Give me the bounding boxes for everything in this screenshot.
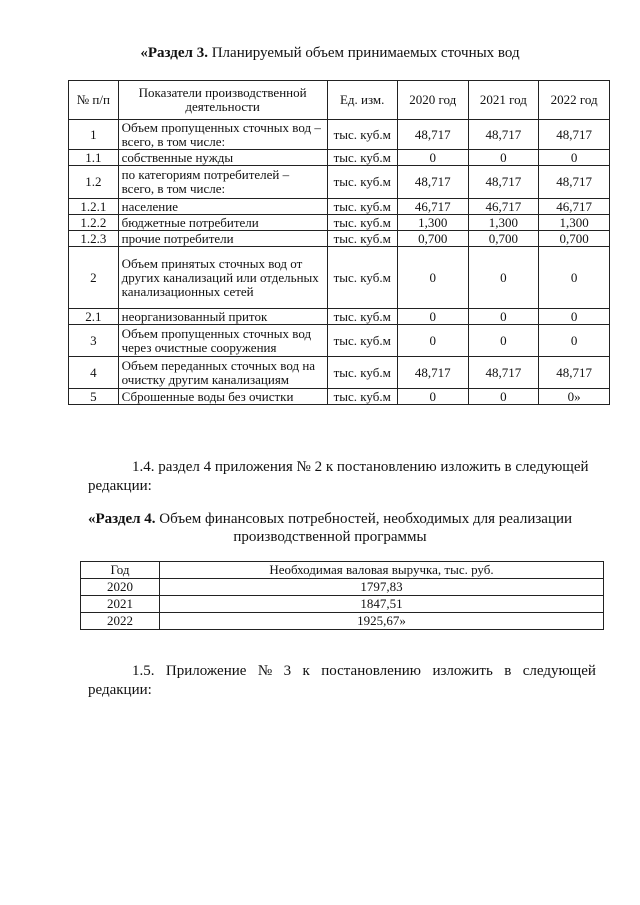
row-num: 1	[69, 120, 119, 150]
row-2021: 48,717	[468, 357, 539, 389]
row-2021: 1,300	[468, 215, 539, 231]
row-unit: тыс. куб.м	[327, 150, 397, 166]
section3-title-bold: «Раздел 3.	[140, 45, 208, 61]
header-2021: 2021 год	[468, 81, 539, 120]
row-unit: тыс. куб.м	[327, 199, 397, 215]
table-row	[69, 247, 610, 309]
row-unit: тыс. куб.м	[327, 309, 397, 325]
word: 1.5.	[132, 663, 155, 679]
row-2020: 0	[397, 389, 468, 405]
section4-title-bold: «Раздел 4.	[87, 511, 156, 527]
header-year: Год	[81, 562, 160, 579]
header-num: № п/п	[69, 81, 119, 120]
row-2021: 0	[468, 389, 539, 405]
section3-title	[60, 44, 600, 62]
row-2022: 46,717	[539, 199, 610, 215]
paragraph-1-4	[88, 458, 596, 496]
row-name: собственные нужды	[118, 150, 327, 166]
row-2022: 48,717	[539, 166, 610, 199]
row-num: 2	[69, 247, 119, 309]
row-2021: 48,717	[468, 166, 539, 199]
table-row	[69, 120, 610, 150]
row-2020: 48,717	[397, 166, 468, 199]
row-name: прочие потребители	[118, 231, 327, 247]
row-name: по категориям потребителей – всего, в том числе:	[118, 166, 327, 199]
row-num: 2.1	[69, 309, 119, 325]
row-2020: 0,700	[397, 231, 468, 247]
row-name: Объем пропущенных сточных вод через очистные сооружения	[118, 325, 327, 357]
row-unit: тыс. куб.м	[327, 215, 397, 231]
word: 3	[283, 663, 292, 679]
section3-title-text: Планируемый объем принимаемых сточных вод	[207, 45, 520, 61]
row-unit: тыс. куб.м	[327, 247, 397, 309]
paragraph-1-4-text: 1.4. раздел 4 приложения № 2 к постановлению изложить в следующей	[132, 459, 589, 475]
row-2020: 0	[397, 247, 468, 309]
row-unit: тыс. куб.м	[327, 389, 397, 405]
row-2022: 48,717	[539, 357, 610, 389]
row-name: население	[118, 199, 327, 215]
paragraph-1-5	[88, 662, 596, 700]
row-num: 1.2	[69, 166, 119, 199]
row-2021: 0	[468, 309, 539, 325]
section4-table	[80, 561, 604, 630]
table-row	[69, 357, 610, 389]
row-revenue: 1847,51	[160, 596, 604, 613]
row-name: неорганизованный приток	[118, 309, 327, 325]
row-2021: 46,717	[468, 199, 539, 215]
row-2022: 0,700	[539, 231, 610, 247]
table-row	[69, 199, 610, 215]
row-2020: 46,717	[397, 199, 468, 215]
header-2022: 2022 год	[539, 81, 610, 120]
word: изложить	[432, 663, 493, 679]
paragraph-1-4-line1	[96, 458, 596, 477]
row-2020: 0	[397, 150, 468, 166]
table-row	[81, 596, 604, 613]
row-2020: 0	[397, 325, 468, 357]
row-2021: 0	[468, 325, 539, 357]
section4-title-line2: производственной программы	[233, 529, 427, 545]
row-name: бюджетные потребители	[118, 215, 327, 231]
row-2022: 0	[539, 325, 610, 357]
word: №	[257, 663, 273, 679]
row-2020: 48,717	[397, 120, 468, 150]
section4-title	[60, 510, 600, 546]
row-year: 2020	[81, 579, 160, 596]
row-year: 2021	[81, 596, 160, 613]
row-2022: 0	[539, 247, 610, 309]
row-unit: тыс. куб.м	[327, 120, 397, 150]
table-row	[69, 150, 610, 166]
row-2022: 0»	[539, 389, 610, 405]
table-header-row	[69, 81, 610, 120]
row-unit: тыс. куб.м	[327, 357, 397, 389]
row-year: 2022	[81, 613, 160, 630]
row-2021: 0	[468, 150, 539, 166]
row-2022: 0	[539, 150, 610, 166]
table-row	[69, 231, 610, 247]
row-2022: 1,300	[539, 215, 610, 231]
row-name: Объем пропущенных сточных вод – всего, в том числе:	[118, 120, 327, 150]
row-unit: тыс. куб.м	[327, 231, 397, 247]
row-2021: 48,717	[468, 120, 539, 150]
word: постановлению	[321, 663, 422, 679]
row-name: Сброшенные воды без очистки	[118, 389, 327, 405]
header-indicator: Показатели производственной деятельности	[118, 81, 327, 120]
header-2020: 2020 год	[397, 81, 468, 120]
row-revenue: 1925,67»	[160, 613, 604, 630]
row-name: Объем переданных сточных вод на очистку другим канализациям	[118, 357, 327, 389]
header-revenue: Необходимая валовая выручка, тыс. руб.	[160, 562, 604, 579]
row-2020: 1,300	[397, 215, 468, 231]
row-2022: 0	[539, 309, 610, 325]
table-row	[69, 215, 610, 231]
row-2022: 48,717	[539, 120, 610, 150]
row-num: 1.2.3	[69, 231, 119, 247]
row-num: 5	[69, 389, 119, 405]
table-row	[69, 325, 610, 357]
table-row	[81, 613, 604, 630]
section3-table	[68, 80, 610, 405]
row-num: 1.2.2	[69, 215, 119, 231]
table-row	[69, 389, 610, 405]
header-unit: Ед. изм.	[327, 81, 397, 120]
row-num: 1.2.1	[69, 199, 119, 215]
row-num: 4	[69, 357, 119, 389]
row-num: 3	[69, 325, 119, 357]
paragraph-1-5-line1	[96, 662, 596, 681]
row-2020: 0	[397, 309, 468, 325]
paragraph-1-5-line2: редакции:	[88, 682, 152, 698]
table-row	[81, 579, 604, 596]
word: следующей	[522, 663, 596, 679]
row-unit: тыс. куб.м	[327, 325, 397, 357]
row-2020: 48,717	[397, 357, 468, 389]
word: к	[302, 663, 310, 679]
row-name: Объем принятых сточных вод от других канализаций или отдельных канализационных сетей	[118, 247, 327, 309]
row-unit: тыс. куб.м	[327, 166, 397, 199]
table-row	[69, 309, 610, 325]
word: Приложение	[165, 663, 247, 679]
row-2021: 0	[468, 247, 539, 309]
table-header-row	[81, 562, 604, 579]
table-row	[69, 166, 610, 199]
section4-title-text: Объем финансовых потребностей, необходимых для реализации	[155, 511, 573, 527]
word: в	[504, 663, 512, 679]
paragraph-1-4-line2: редакции:	[88, 478, 152, 494]
row-revenue: 1797,83	[160, 579, 604, 596]
row-2021: 0,700	[468, 231, 539, 247]
row-num: 1.1	[69, 150, 119, 166]
